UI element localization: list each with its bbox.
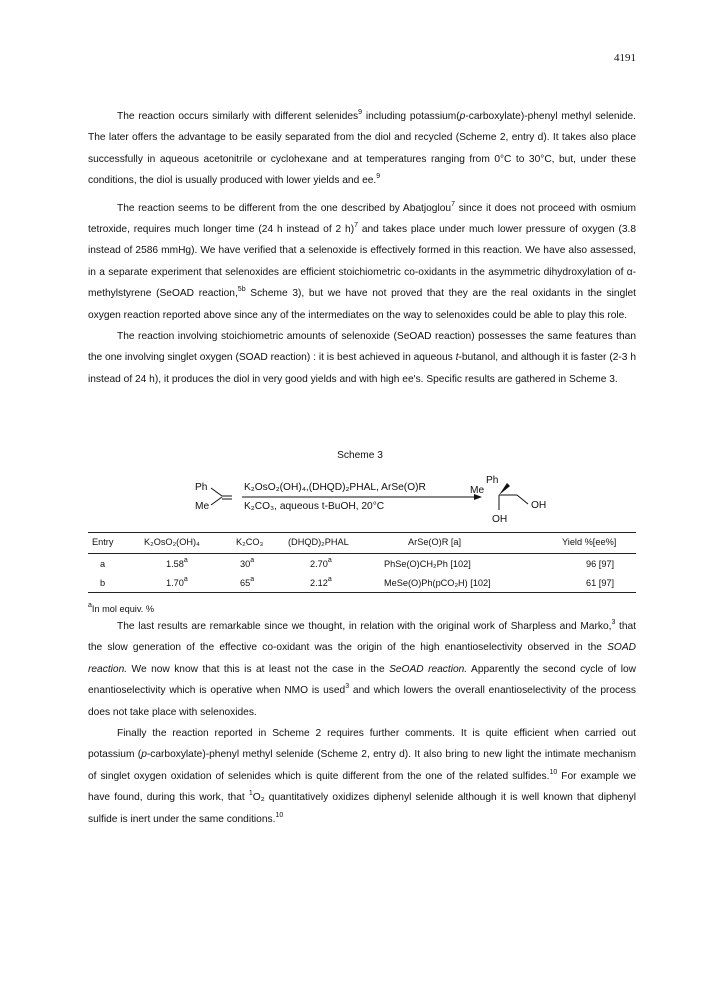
- italic-text: p: [459, 111, 466, 122]
- cell-yield: 61 [97]: [586, 578, 615, 588]
- text-run: -carboxylate)-phenyl methyl selenide (Scheme 2, entry d). It also bring to new light the intimate mechanism of singlet oxygen oxidation of selenides which is quite different from the one of the related sulfides.: [88, 749, 636, 782]
- text-run: since it does not proceed with osmium tetroxide, requires much longer time (24 h instead of 2 h): [88, 202, 636, 236]
- product-methyl-label: Me: [470, 485, 485, 496]
- citation-ref: 5b: [237, 286, 246, 294]
- citation-ref: 9: [358, 109, 363, 116]
- cell-k2co3: [236, 554, 288, 574]
- table-row: [88, 554, 636, 574]
- table-footnote: [88, 604, 154, 614]
- cell-ligand: [288, 573, 380, 593]
- value: 2.70: [310, 559, 328, 569]
- reagents-above: K₂OsO₂(OH)₄,(DHQD)₂PHAL, ArSe(O)R: [244, 482, 426, 493]
- citation-ref: 3: [611, 619, 616, 626]
- reactant-bond-ph: [211, 488, 222, 496]
- text-run: O₂ quantitatively oxidizes diphenyl selenide although it is well known that diphenyl sulfide is inert under the same conditions.: [88, 792, 636, 825]
- text-run: The last results are remarkable since we thought, in relation with the original work of Sharpless and Marko,: [117, 621, 612, 632]
- product-oh-primary: OH: [531, 500, 547, 511]
- value: 1.58: [166, 559, 184, 569]
- cell-k2co3: [236, 573, 288, 593]
- header-yield: Yield %[ee%]: [562, 537, 617, 547]
- cell-osmium: [144, 554, 236, 574]
- results-table: [88, 532, 636, 593]
- paragraph-5: [88, 723, 636, 830]
- text-run: -carboxylate)-phenyl methyl selenide. The later offers the advantage to be easily separated from the diol and recycled (Scheme 2, entry d). It takes also place successfully in aqueous acetonitrile or cyclohexane and at temperatures ranging from 0°C to 30°C, but, under these conditions, the diol is usually produced with lower yields and ee.: [88, 111, 636, 187]
- text-run: Apparently the second cycle of low enantioselectivity which is operative when NMO is used: [88, 663, 636, 697]
- text-run: The reaction occurs similarly with different selenides: [117, 111, 359, 122]
- text-run: and takes place under much lower pressure of oxygen (3.8 instead of 2586 mmHg). We have verified that a selenoxide is effectively formed in this reaction. We have also assessed, in a separate experiment that selenoxides are efficient stoichiometric co-oxidants in the asymmetric dihydroxylation of α-methylstyrene (SeOAD reaction,: [88, 224, 636, 300]
- footnote-mark: a: [250, 557, 255, 564]
- paragraph-2: [88, 198, 636, 326]
- footnote-mark: a: [183, 557, 188, 564]
- cell-selenoxide: PhSe(O)CH₂Ph [102]: [384, 559, 471, 569]
- product-phenyl-label: Ph: [486, 475, 499, 486]
- reactant-phenyl-label: Ph: [195, 482, 208, 493]
- text-run: The reaction involving stoichiometric amounts of selenoxide (SeOAD reaction) possesses the same features than the one involving singlet oxygen (SOAD reaction) : it is best achieved in aqueous: [88, 331, 636, 364]
- cell-entry: a: [100, 559, 106, 569]
- header-ligand: (DHQD)₂PHAL: [288, 537, 349, 547]
- value: 2.12: [310, 578, 328, 588]
- reactant-bond-me: [211, 497, 222, 505]
- text-run: For example we have found, during this work, that: [88, 770, 636, 804]
- cell-osmium: [144, 573, 236, 593]
- text-run: Finally the reaction reported in Scheme 2 requires further comments. It is quite efficient when carried out potassium (: [88, 728, 636, 761]
- italic-text: p: [141, 749, 147, 761]
- citation-ref: 10: [549, 768, 558, 776]
- citation-ref: 9: [376, 173, 381, 181]
- header-k2co3: K₂CO₃: [236, 537, 264, 547]
- page-number: 4191: [614, 52, 636, 64]
- value: 1.70: [166, 578, 184, 588]
- value: 30: [240, 559, 251, 569]
- paragraph-4: [88, 616, 636, 723]
- text-run: -butanol, and although it is faster (2-3 h instead of 24 h), it produces the diol in very good yields and with high ee's. Specific results are gathered in Scheme 3.: [88, 352, 636, 385]
- paragraph-1: [88, 106, 636, 192]
- header-selenoxide: ArSe(O)R [a]: [408, 537, 462, 547]
- paragraph-3: [88, 326, 636, 390]
- table-row: [88, 573, 636, 593]
- footnote-mark: a: [250, 576, 255, 583]
- text-run: including potassium(: [362, 111, 460, 122]
- cell-ligand: [288, 554, 380, 574]
- citation-ref: 7: [354, 222, 358, 230]
- citation-ref: 1: [248, 790, 253, 798]
- citation-ref: 10: [275, 811, 284, 819]
- footnote-text: In mol equiv. %: [91, 604, 155, 614]
- cell-selenoxide: MeSe(O)Ph(pCO₂H) [102]: [384, 578, 491, 588]
- italic-text: t: [455, 352, 459, 364]
- header-entry: Entry: [92, 537, 114, 547]
- footnote-mark: a: [327, 557, 332, 564]
- product-oh-tertiary: OH: [492, 514, 508, 525]
- header-osmium: K₂OsO₂(OH)₄: [144, 537, 200, 547]
- italic-text: SOAD reaction.: [88, 642, 636, 675]
- reaction-scheme: [0, 462, 720, 528]
- reagents-below: K₂CO₃, aqueous t-BuOH, 20°C: [244, 501, 385, 512]
- value: 65: [240, 578, 251, 588]
- body-top: [88, 106, 636, 390]
- cell-yield: 96 [97]: [586, 559, 615, 569]
- footnote-mark: a: [183, 576, 188, 583]
- product-wedge-bond: [499, 483, 510, 495]
- product-bond-oh: [517, 495, 528, 504]
- text-run: that the slow generation of the effective co-oxidant was the origin of the high enantioselectivity observed in the: [88, 621, 636, 654]
- cell-entry: b: [100, 578, 106, 588]
- body-bottom: [88, 616, 636, 830]
- reactant-methyl-label: Me: [195, 501, 210, 512]
- italic-text: SeOAD reaction.: [389, 663, 468, 675]
- text-run: We now know that this is at least not the case in the: [127, 663, 390, 675]
- text-run: and which lowers the overall enantioselectivity of the process does not take place with selenoxides.: [88, 685, 636, 718]
- citation-ref: 3: [345, 683, 350, 691]
- footnote-mark: a: [327, 576, 332, 583]
- citation-ref: 7: [451, 200, 455, 208]
- scheme-title: Scheme 3: [337, 450, 383, 461]
- text-run: The reaction seems to be different from the one described by Abatjoglou: [117, 202, 452, 214]
- table-header-row: [88, 533, 636, 554]
- footnote-mark: a: [88, 602, 92, 609]
- text-run: Scheme 3), but we have not proved that they are the real oxidants in the singlet oxygen reaction reported above since any of the intermediates on the way to selenoxides could be able to play this role.: [88, 288, 637, 321]
